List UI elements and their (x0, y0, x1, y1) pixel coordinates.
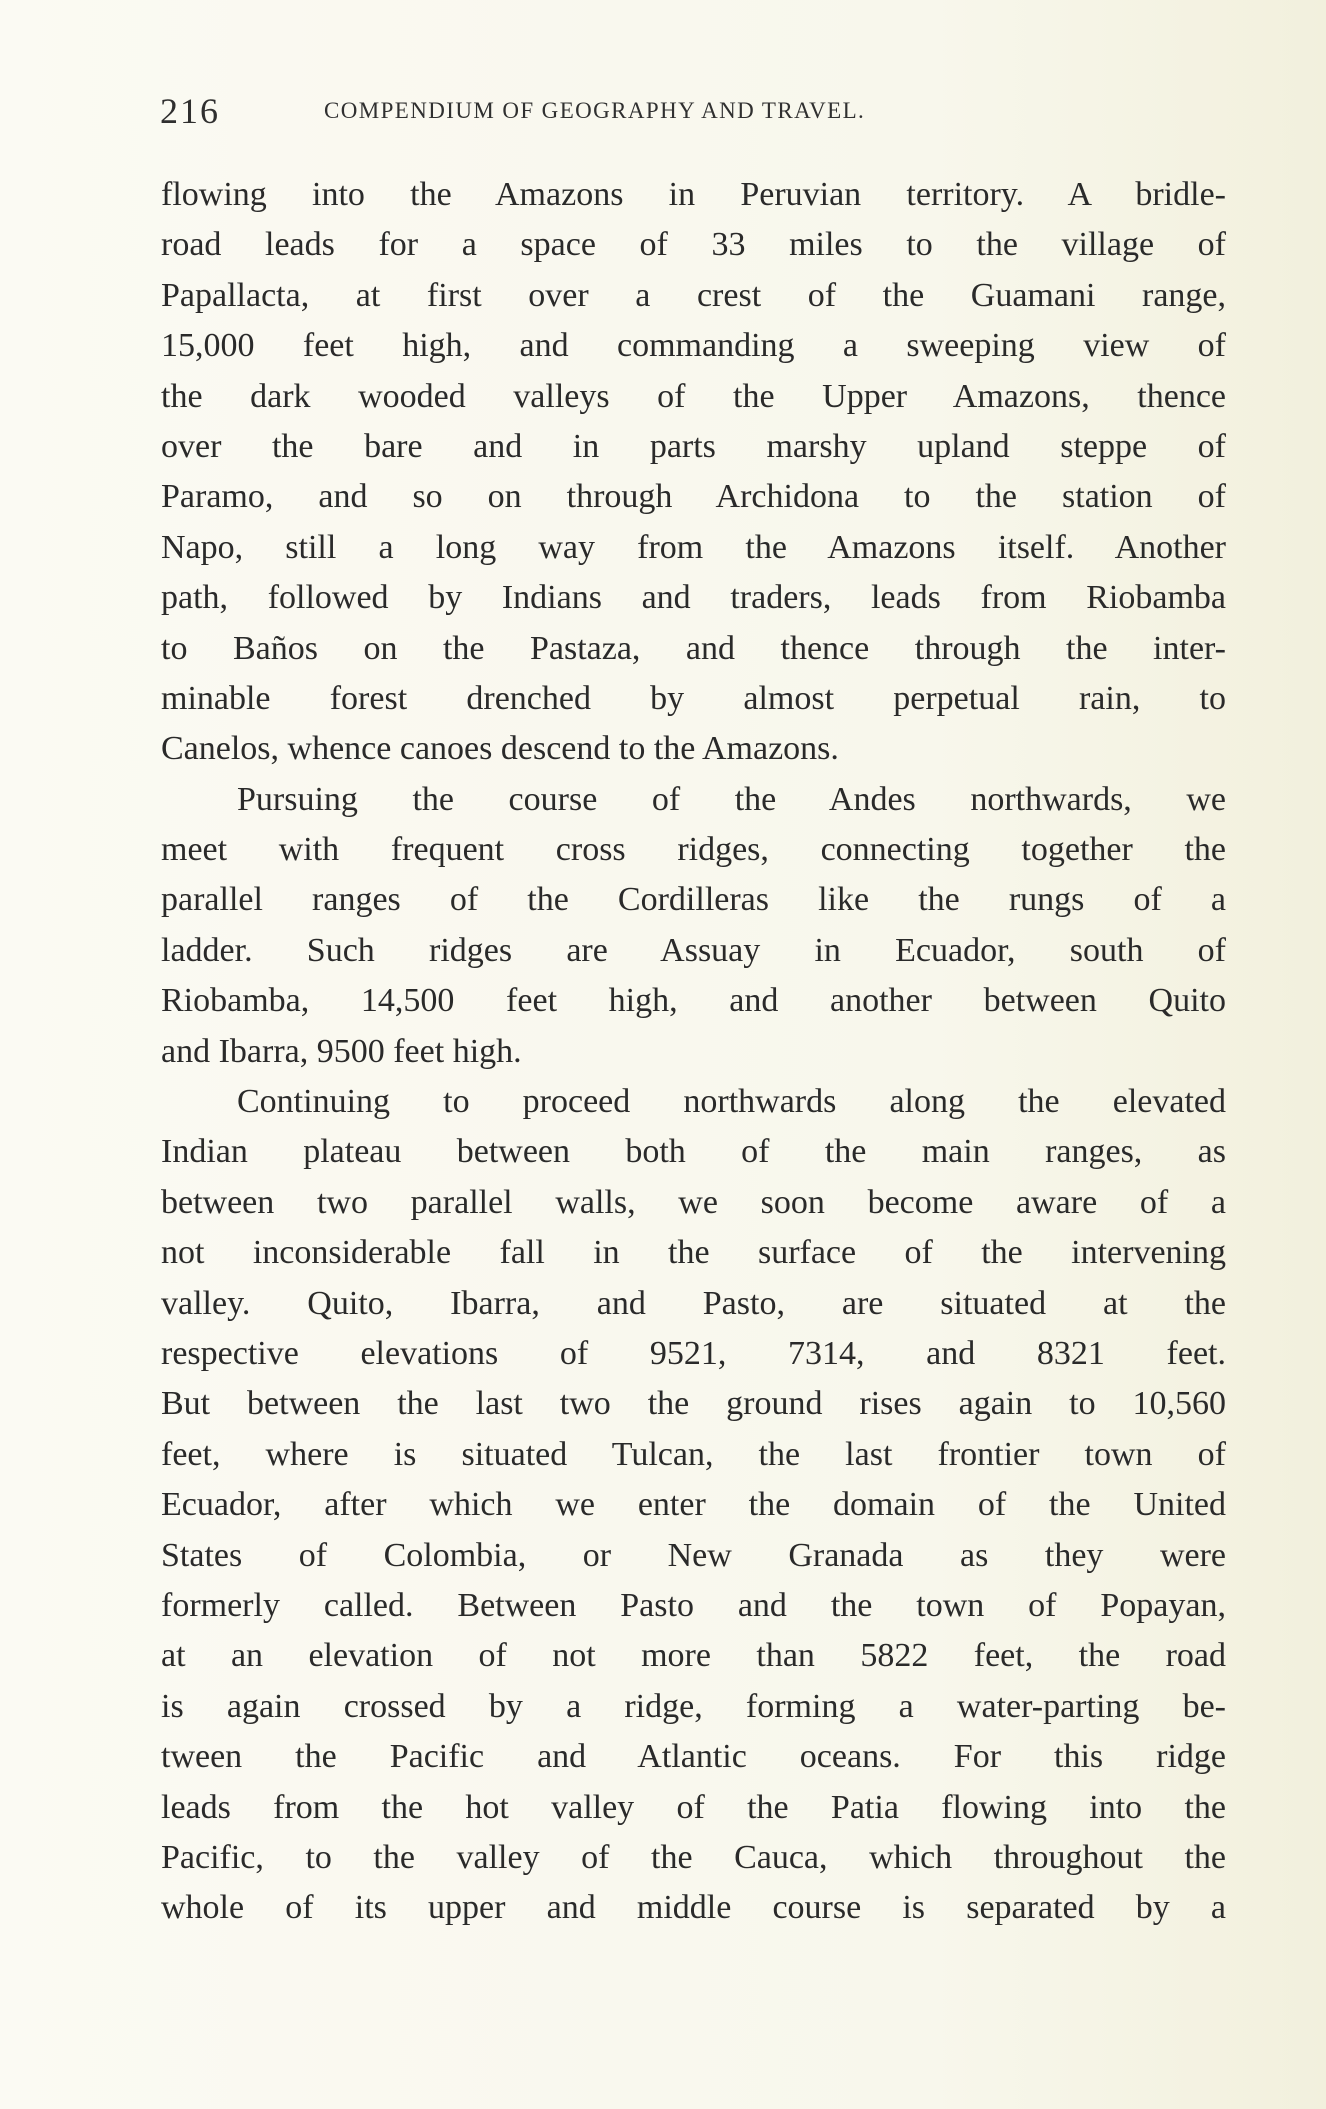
body-text (161, 170, 1226, 1934)
text-line: the dark wooded valleys of the Upper Amazons, thence (161, 377, 1226, 415)
text-line: ladder. Such ridges are Assuay in Ecuador, south of (161, 931, 1226, 969)
text-line: Pursuing the course of the Andes northwards, we (237, 780, 1226, 818)
running-head (160, 90, 1160, 140)
text-line: minable forest drenched by almost perpetual rain, to (161, 679, 1226, 717)
text-line: meet with frequent cross ridges, connecting together the (161, 831, 1226, 869)
text-line: tween the Pacific and Atlantic oceans. For this ridge (161, 1738, 1226, 1776)
text-line: parallel ranges of the Cordilleras like the rungs of a (161, 881, 1226, 919)
paragraph-3 (161, 1077, 1226, 1934)
text-line: Ecuador, after which we enter the domain of the United (161, 1486, 1226, 1524)
text-line: feet, where is situated Tulcan, the last frontier town of (161, 1435, 1226, 1473)
text-line: valley. Quito, Ibarra, and Pasto, are situated at the (161, 1284, 1226, 1322)
page-number: 216 (160, 91, 220, 131)
text-line: leads from the hot valley of the Patia flowing into the (161, 1788, 1226, 1826)
text-line: But between the last two the ground rises again to 10,560 (161, 1385, 1226, 1423)
text-line: respective elevations of 9521, 7314, and 8321 feet. (161, 1334, 1226, 1372)
paragraph-1 (161, 170, 1226, 775)
text-line: is again crossed by a ridge, forming a water-parting be- (161, 1687, 1226, 1725)
paragraph-2 (161, 775, 1226, 1077)
text-line: and Ibarra, 9500 feet high. (161, 1032, 522, 1070)
text-line: States of Colombia, or New Granada as they were (161, 1536, 1226, 1574)
text-line: Papallacta, at first over a crest of the Guamani range, (161, 276, 1226, 314)
text-line: at an elevation of not more than 5822 feet, the road (161, 1637, 1226, 1675)
text-line: path, followed by Indians and traders, leads from Riobamba (161, 579, 1226, 617)
text-line: over the bare and in parts marshy upland steppe of (161, 427, 1226, 465)
text-line: whole of its upper and middle course is separated by a (161, 1889, 1226, 1927)
text-line: to Baños on the Pastaza, and thence through the inter- (161, 629, 1226, 667)
text-line: Riobamba, 14,500 feet high, and another between Quito (161, 982, 1226, 1020)
text-line: Continuing to proceed northwards along the elevated (237, 1083, 1226, 1121)
text-line: Napo, still a long way from the Amazons itself. Another (161, 528, 1226, 566)
text-line: formerly called. Between Pasto and the town of Popayan, (161, 1586, 1226, 1624)
running-title: COMPENDIUM OF GEOGRAPHY AND TRAVEL. (324, 98, 866, 123)
text-line: Indian plateau between both of the main ranges, as (161, 1133, 1226, 1171)
text-line: flowing into the Amazons in Peruvian territory. A bridle- (161, 176, 1226, 213)
text-line: road leads for a space of 33 miles to the village of (161, 226, 1226, 264)
text-line: Canelos, whence canoes descend to the Amazons. (161, 730, 839, 768)
text-line: between two parallel walls, we soon become aware of a (161, 1183, 1226, 1221)
text-line: 15,000 feet high, and commanding a sweeping view of (161, 327, 1226, 365)
text-line: not inconsiderable fall in the surface of the intervening (161, 1234, 1226, 1272)
text-line: Pacific, to the valley of the Cauca, which throughout the (161, 1838, 1226, 1876)
text-line: Paramo, and so on through Archidona to the station of (161, 478, 1226, 516)
